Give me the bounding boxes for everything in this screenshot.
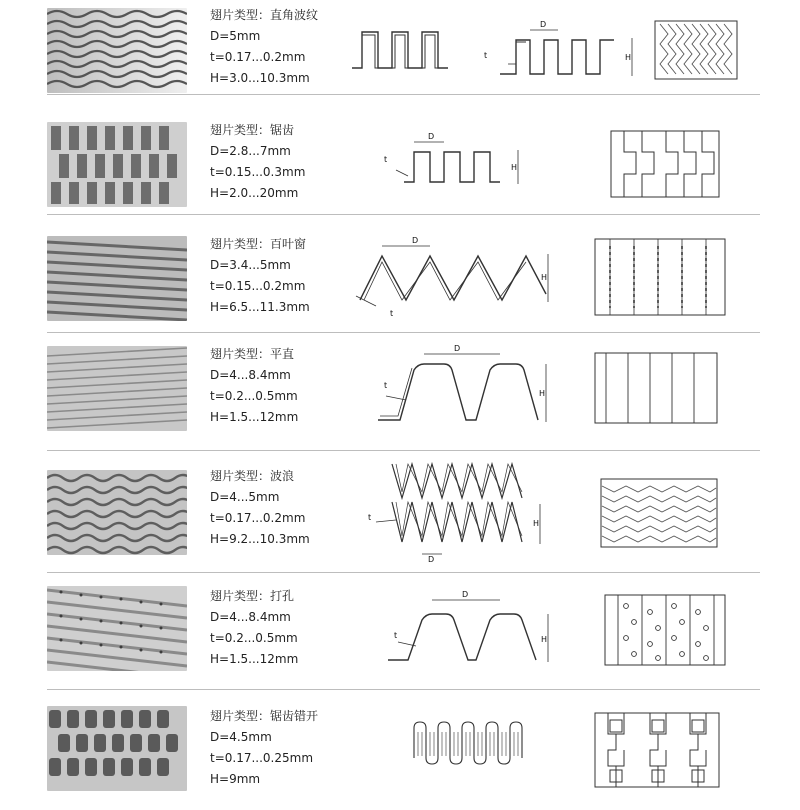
fin-type-label: 翅片类型：直角波纹 [210,8,319,22]
fin-spec [210,234,310,318]
thickness-value: t=0.2...0.5mm [210,631,298,645]
plain-plan-icon [594,352,718,424]
thickness-value: t=0.15...0.3mm [210,165,306,179]
fin-row-staggered-serrated [0,696,800,810]
fin-type-label: 翅片类型：打孔 [210,589,295,603]
height-value: H=3.0...10.3mm [210,71,310,85]
fin-spec [210,466,310,550]
pitch-value: D=4.5mm [210,730,272,744]
thickness-value: t=0.15...0.2mm [210,279,306,293]
pitch-value: D=5mm [210,29,261,43]
fin-type-label: 翅片类型：百叶窗 [210,237,307,251]
thickness-label: t [384,381,388,390]
fin-spec [210,586,298,670]
wavy-fin-photo [47,8,187,93]
height-value: H=2.0...20mm [210,186,299,200]
pitch-value: D=2.8...7mm [210,144,291,158]
pitch-value: D=4...8.4mm [210,610,291,624]
pitch-label: D [462,590,469,599]
herringbone-plan-icon [654,20,738,80]
perforated-fin-photo [47,586,187,671]
fin-row-wavy [0,460,800,574]
thickness-label: t [394,631,398,640]
fin-type-label: 翅片类型：波浪 [210,469,295,483]
fin-row-louvered [0,232,800,346]
thickness-value: t=0.17...0.25mm [210,751,314,765]
fin-spec [210,344,298,428]
triangular-fin-section-icon [350,234,560,322]
fin-row-rect-wave [0,0,800,114]
louvered-fin-photo [47,236,187,321]
height-value: H=9.2...10.3mm [210,532,310,546]
fin-type-label: 翅片类型：锯齿错开 [210,709,319,723]
louver-plan-icon [594,238,726,316]
trapezoidal-fin-section-icon [370,344,560,428]
height-label: H [539,389,546,398]
thickness-value: t=0.17...0.2mm [210,511,306,525]
pitch-label: D [454,344,461,353]
fin-row-serrated [0,114,800,228]
height-value: H=1.5...12mm [210,410,299,424]
thickness-label: t [368,513,372,522]
fin-row-plain [0,340,800,454]
pitch-value: D=3.4...5mm [210,258,291,272]
height-label: H [511,163,518,172]
pitch-value: D=4...5mm [210,490,280,504]
thickness-value: t=0.17...0.2mm [210,50,306,64]
pitch-value: D=4...8.4mm [210,368,291,382]
height-label: H [541,635,548,644]
fin-type-label: 翅片类型：平直 [210,347,295,361]
rectangular-fin-section-icon [378,132,538,192]
height-label: H [533,519,540,528]
wavy-fin-photo [47,470,187,555]
rectangular-wave-section-icon [350,28,470,72]
wavy-plan-icon [600,478,718,548]
thickness-label: t [390,309,394,318]
staggered-plan-icon [594,712,720,788]
height-label: H [541,273,548,282]
pitch-label: D [540,20,547,29]
offset-strip-plan-icon [610,130,720,198]
sine-wave-section-icon [362,460,552,564]
pitch-label: D [412,236,419,245]
perforated-plan-icon [604,594,726,666]
height-label: H [625,53,632,62]
staggered-fin-3d-icon [410,718,530,766]
fin-spec [210,706,318,790]
fin-spec [210,5,318,89]
staggered-serrated-fin-photo [47,706,187,791]
serrated-fin-photo [47,122,187,207]
trapezoidal-fin-section-icon [382,584,572,668]
height-value: H=1.5...12mm [210,652,299,666]
height-value: H=9mm [210,772,261,786]
height-value: H=6.5...11.3mm [210,300,310,314]
thickness-label: t [484,51,488,60]
thickness-label: t [384,155,388,164]
thickness-value: t=0.2...0.5mm [210,389,298,403]
pitch-label: D [428,132,435,141]
plain-fin-photo [47,346,187,431]
rectangular-fin-section-icon [480,18,640,80]
fin-type-label: 翅片类型：锯齿 [210,123,295,137]
fin-row-perforated [0,580,800,694]
fin-spec [210,120,305,204]
pitch-label: D [428,555,435,564]
